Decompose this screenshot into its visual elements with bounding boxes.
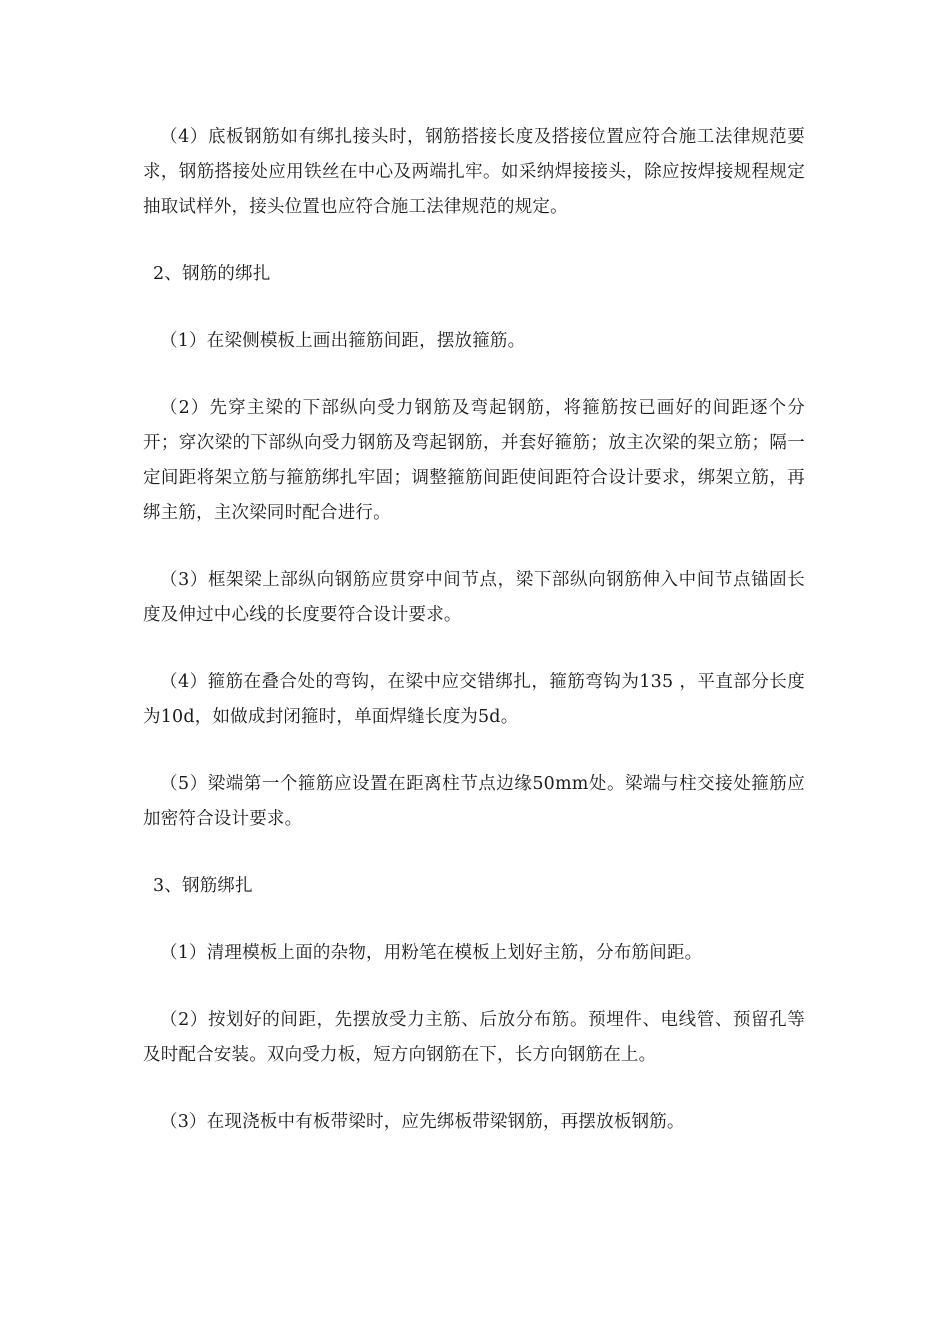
paragraph-slab-band-beam: （3）在现浇板中有板带梁时，应先绑板带梁钢筋，再摆放板钢筋。: [160, 1112, 685, 1132]
paragraph-place-main-rebar: （2）按划好的间距，先摆放受力主筋、后放分布筋。预埋件、电线管、预留孔等及时配合安装。双向受力板，短方向钢筋在下，长方向钢筋在上。: [143, 1010, 805, 1065]
paragraph-stirrup-spacing: （1）在梁侧模板上画出箍筋间距，摆放箍筋。: [160, 331, 526, 351]
section-heading-slab-rebar: 3、钢筋绑扎: [153, 876, 253, 896]
paragraph-main-beam-rebar: （2）先穿主梁的下部纵向受力钢筋及弯起钢筋，将箍筋按已画好的间距逐个分开；穿次梁的下部纵向受力钢筋及弯起钢筋，并套好箍筋；放主次梁的架立筋；隔一定间距将架立筋与箍筋绑扎牢固；调整箍筋间距使间距符合设计要求，绑架立筋，再绑主筋，主次梁同时配合进行。: [143, 398, 805, 523]
paragraph-base-rebar-lap: （4）底板钢筋如有绑扎接头时，钢筋搭接长度及搭接位置应符合施工法律规范要求，钢筋搭接处应用铁丝在中心及两端扎牢。如采纳焊接接头，除应按焊接规程规定抽取试样外，接头位置也应符合施工法律规范的规定。: [143, 127, 805, 217]
paragraph-stirrup-hook: （4）箍筋在叠合处的弯钩，在梁中应交错绑扎，箍筋弯钩为135 ，平直部分长度为10d，如做成封闭箍时，单面焊缝长度为5d。: [143, 672, 805, 727]
section-heading-rebar-binding: 2、钢筋的绑扎: [153, 264, 271, 284]
paragraph-beam-end-stirrup: （5）梁端第一个箍筋应设置在距离柱节点边缘50mm处。梁端与柱交接处箍筋应加密符合设计要求。: [143, 774, 805, 829]
paragraph-frame-beam-rebar: （3）框架梁上部纵向钢筋应贯穿中间节点，梁下部纵向钢筋伸入中间节点锚固长度及伸过中心线的长度要符合设计要求。: [143, 570, 805, 625]
paragraph-clean-formwork: （1）清理模板上面的杂物，用粉笔在模板上划好主筋，分布筋间距。: [160, 943, 703, 963]
